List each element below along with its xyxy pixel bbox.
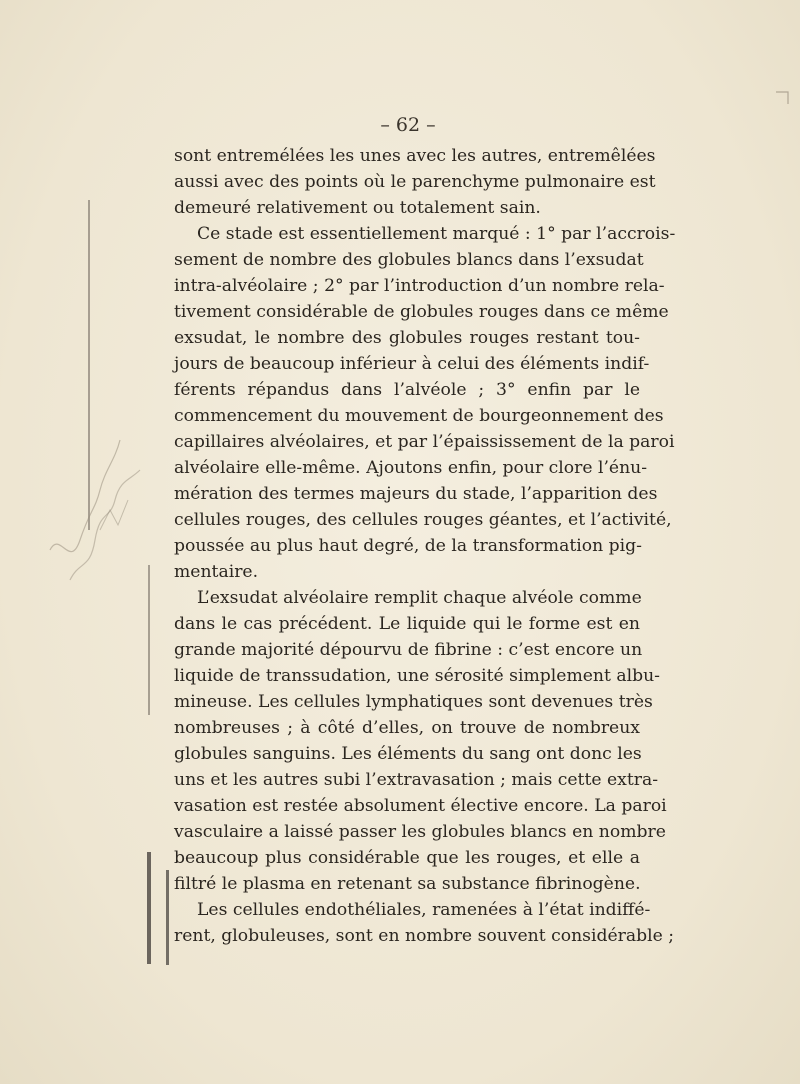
text-line: exsudat, le nombre des globules rouges restant tou- xyxy=(174,328,640,348)
text-line: tivement considérable de globules rouges dans ce même xyxy=(174,302,669,322)
text-line: globules sanguins. Les éléments du sang ont donc les xyxy=(174,744,642,764)
text-line: poussée au plus haut degré, de la transformation pig- xyxy=(174,536,642,556)
text-line: férents répandus dans l’alvéole ; 3° enfin par le xyxy=(174,380,640,400)
text-line: filtré le plasma en retenant sa substance fibrinogène. xyxy=(174,874,641,894)
corner-pencil-mark xyxy=(774,86,794,106)
margin-scribble xyxy=(40,420,150,600)
text-line: Ce stade est essentiellement marqué : 1° par l’accrois- xyxy=(197,224,676,244)
text-line: cellules rouges, des cellules rouges géantes, et l’activité, xyxy=(174,510,672,530)
text-line: demeuré relativement ou totalement sain. xyxy=(174,198,541,218)
text-line: vasation est restée absolument élective encore. La paroi xyxy=(174,796,667,816)
text-line: rent, globuleuses, sont en nombre souvent considérable ; xyxy=(174,926,675,946)
body-text xyxy=(174,143,676,949)
text-line: nombreuses ; à côté d’elles, on trouve de nombreux xyxy=(174,718,640,738)
text-line: aussi avec des points où le parenchyme pulmonaire est xyxy=(174,172,656,192)
text-line: Les cellules endothéliales, ramenées à l’état indiffé- xyxy=(197,900,651,920)
text-line: sement de nombre des globules blancs dans l’exsudat xyxy=(174,250,644,270)
text-line: grande majorité dépourvu de fibrine : c’est encore un xyxy=(174,640,643,660)
text-line: mineuse. Les cellules lymphatiques sont devenues très xyxy=(174,692,653,712)
text-line: uns et les autres subi l’extravasation ; mais cette extra- xyxy=(174,770,659,790)
text-line: capillaires alvéolaires, et par l’épaississement de la paroi xyxy=(174,432,675,452)
text-line: alvéolaire elle-même. Ajoutons enfin, pour clore l’énu- xyxy=(174,458,648,478)
text-line: mération des termes majeurs du stade, l’apparition des xyxy=(174,484,658,504)
page-number: – 62 – xyxy=(380,114,436,136)
margin-pencil-line-bottom xyxy=(147,852,151,964)
text-line: L’exsudat alvéolaire remplit chaque alvéole comme xyxy=(197,588,642,608)
text-line: sont entremélées les unes avec les autres, entremêlées xyxy=(174,146,656,166)
text-line: vasculaire a laissé passer les globules blancs en nombre xyxy=(174,822,666,842)
text-line: mentaire. xyxy=(174,562,259,582)
margin-pencil-line-bottom-inner xyxy=(166,870,169,965)
text-line: beaucoup plus considérable que les rouges, et elle a xyxy=(174,848,640,868)
text-line: dans le cas précédent. Le liquide qui le forme est en xyxy=(174,614,640,634)
text-line: jours de beaucoup inférieur à celui des éléments indif- xyxy=(174,354,650,374)
text-line: commencement du mouvement de bourgeonnement des xyxy=(174,406,664,426)
text-line: liquide de transsudation, une sérosité simplement albu- xyxy=(174,666,660,686)
text-line: intra-alvéolaire ; 2° par l’introduction d’un nombre rela- xyxy=(174,276,665,296)
